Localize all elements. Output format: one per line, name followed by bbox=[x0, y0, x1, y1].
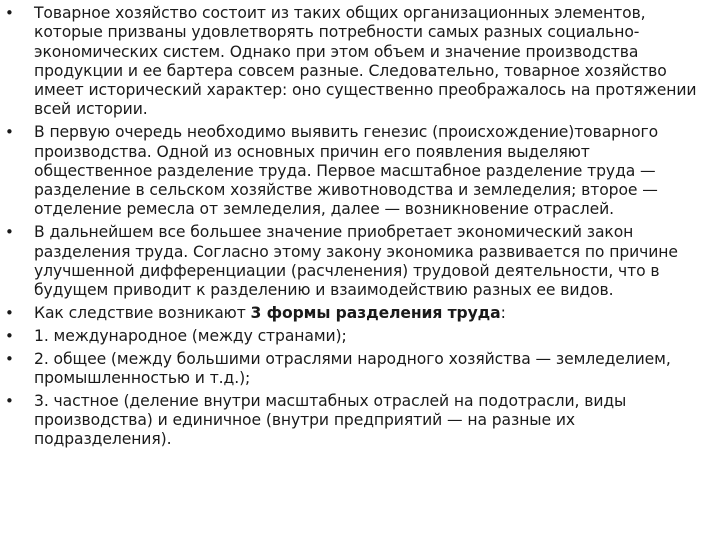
bullet-icon: • bbox=[5, 223, 14, 242]
bullet-icon: • bbox=[5, 349, 14, 368]
list-item-text: Товарное хозяйство состоит из таких общих организационных элементов, которые призваны удовлетворять потребности самых разных социально-экономических систем. Однако при этом объем и значение производства продукции и ее бартера совсем разные. Следовательно, товарное хозяйство имеет исторический характер: оно существенно преображалось на протяжении всей истории. bbox=[34, 4, 697, 119]
bullet-icon: • bbox=[5, 4, 14, 22]
list-item-text: 3. частное (деление внутри масштабных отраслей на подотрасли, виды производства) и единичное (внутри предприятий — на разные их подразделения). bbox=[34, 391, 627, 449]
bullet-icon: • bbox=[5, 123, 14, 142]
list-item-text: В дальнейшем все большее значение приобретает экономический закон разделения труда. Согласно этому закону экономика развивается по причине улучшенной дифференциации (расчленения) трудовой деятельности, что в будущем приводит к разделению и взаимодействию разных ее видов. bbox=[34, 223, 678, 300]
list-item-genesis bbox=[0, 123, 710, 219]
list-item-text-after: : bbox=[500, 303, 506, 322]
list-item-particular bbox=[0, 392, 710, 450]
bullet-icon: • bbox=[5, 326, 14, 345]
bullet-list bbox=[0, 4, 710, 450]
list-item-text: 2. общее (между большими отраслями народного хозяйства — земледелием, промышленностью и т.д.); bbox=[34, 349, 671, 387]
list-item-law bbox=[0, 223, 710, 300]
list-item-text-bold: 3 формы разделения труда bbox=[250, 303, 501, 322]
list-item-genesis-intro bbox=[0, 4, 710, 120]
list-item-text: В первую очередь необходимо выявить генезис (происхождение)товарного производства. Одной из основных причин его появления выделяют общественное разделение труда. Первое масштабное разделение труда — разделение в сельском хозяйстве животноводства и земледелия; второе — отделение ремесла от земледелия, далее — возникновение отраслей. bbox=[34, 123, 659, 219]
list-item-text-before: Как следствие возникают bbox=[34, 303, 251, 322]
list-item-text: 1. международное (между странами); bbox=[34, 326, 347, 345]
list-item-forms bbox=[0, 304, 710, 323]
bullet-icon: • bbox=[5, 391, 14, 410]
bullet-icon: • bbox=[5, 303, 14, 322]
list-item-general bbox=[0, 350, 710, 389]
list-item-international bbox=[0, 327, 710, 346]
